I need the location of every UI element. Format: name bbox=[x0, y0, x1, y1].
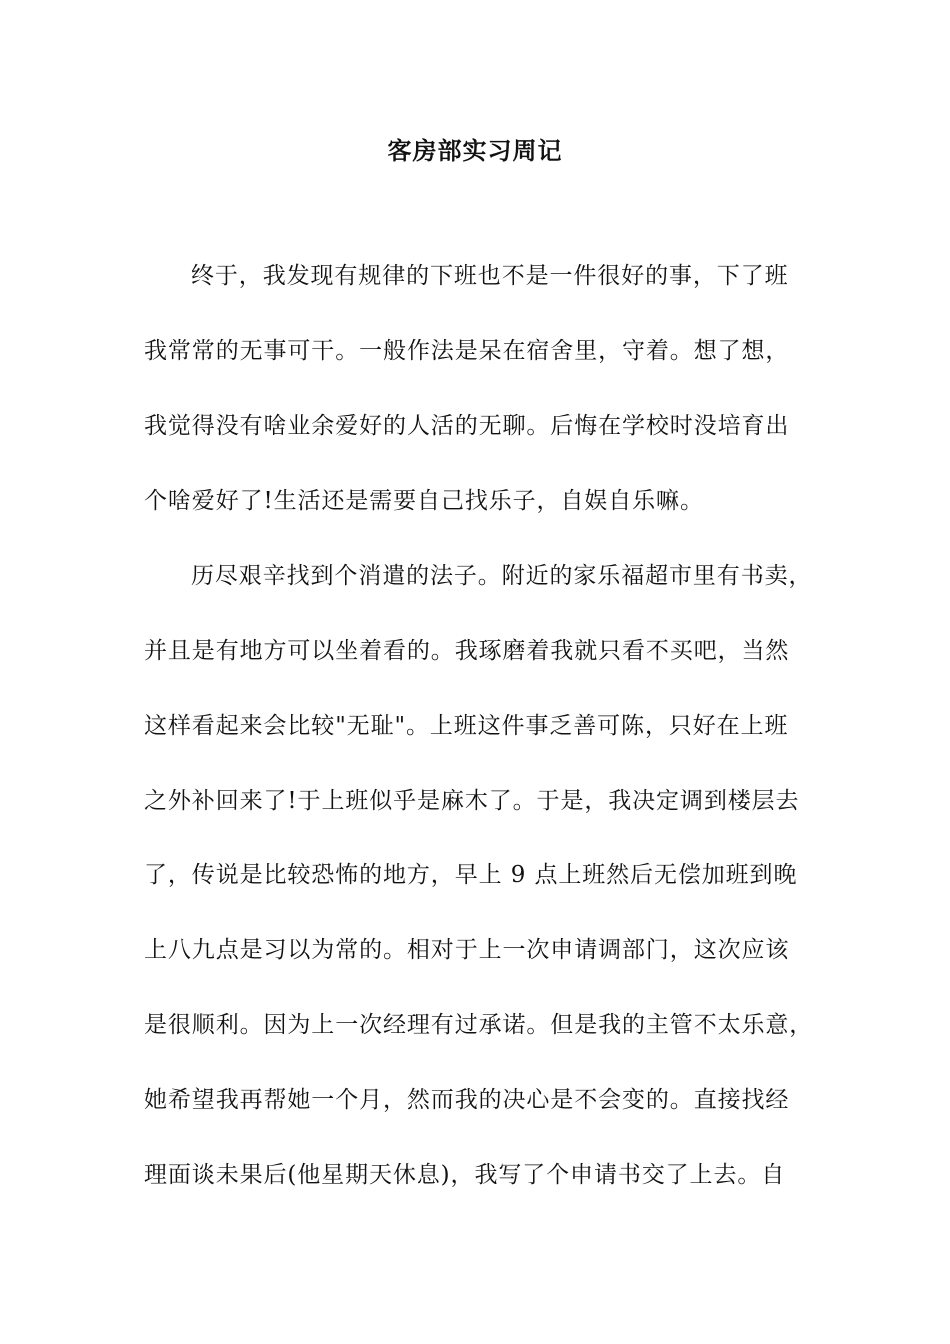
paragraph-2-line-7: 是很顺利。因为上一次经理有过承诺。但是我的主管不太乐意， bbox=[144, 1012, 814, 1038]
paragraph-1-line-2: 我常常的无事可干。一般作法是呆在宿舍里，守着。想了想， bbox=[144, 338, 790, 364]
document-title: 客房部实习周记 bbox=[387, 136, 563, 165]
paragraph-1-line-1: 终于，我发现有规律的下班也不是一件很好的事，下了班 bbox=[191, 263, 789, 289]
paragraph-2-line-2: 并且是有地方可以坐着看的。我琢磨着我就只看不买吧，当然 bbox=[144, 638, 790, 664]
paragraph-2-line-1: 历尽艰辛找到个消遣的法子。附近的家乐福超市里有书卖， bbox=[191, 563, 813, 589]
paragraph-2-line-8: 她希望我再帮她一个月，然而我的决心是不会变的。直接找经 bbox=[144, 1087, 790, 1113]
paragraph-2-line-3: 这样看起来会比较"无耻"。上班这件事乏善可陈，只好在上班 bbox=[144, 713, 789, 739]
paragraph-2-line-4: 之外补回来了!于上班似乎是麻木了。于是，我决定调到楼层去 bbox=[144, 788, 800, 814]
paragraph-2-line-9: 理面谈未果后(他星期天休息)，我写了个申请书交了上去。自 bbox=[144, 1162, 786, 1188]
paragraph-1-line-4: 个啥爱好了!生活还是需要自己找乐子，自娱自乐嘛。 bbox=[144, 488, 704, 514]
paragraph-1-line-3: 我觉得没有啥业余爱好的人活的无聊。后悔在学校时没培育出 bbox=[144, 413, 790, 439]
paragraph-2-line-6: 上八九点是习以为常的。相对于上一次申请调部门，这次应该 bbox=[144, 937, 790, 963]
paragraph-2-line-5: 了，传说是比较恐怖的地方，早上 9 点上班然后无偿加班到晚 bbox=[144, 862, 798, 888]
